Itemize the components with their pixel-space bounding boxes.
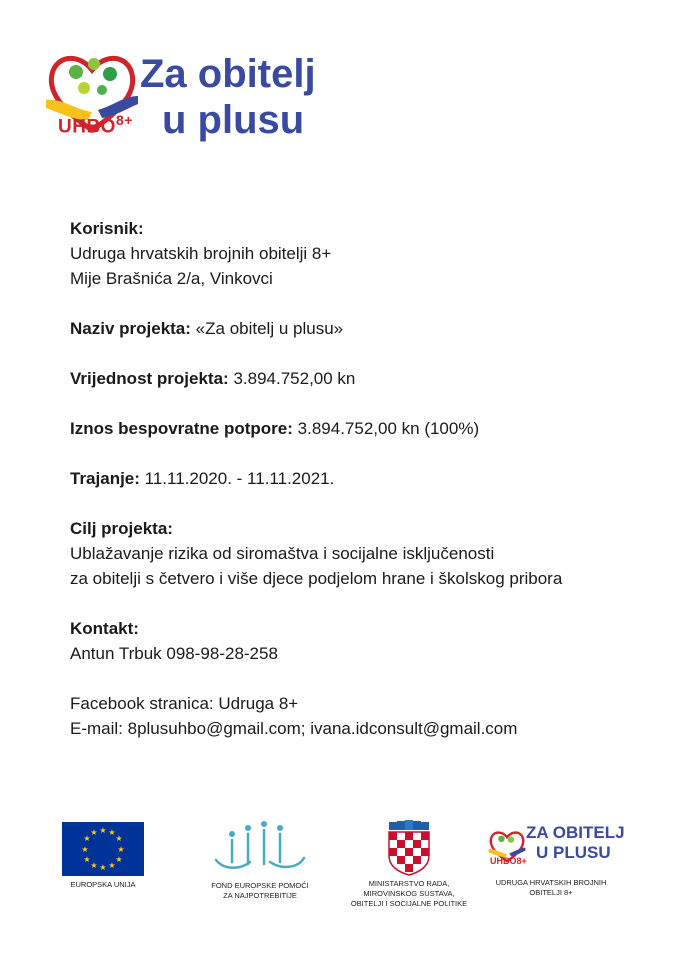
uhbo-mini-title2: U PLUSU [536,843,611,862]
korisnik-section [70,216,650,291]
uhbo-caption-line1: UDRUGA HRVATSKIH BROJNIH [495,878,607,887]
cilj-line2: za obitelji s četvero i više djece podjelom hrane i školskog pribora [70,569,563,588]
cilj-label: Cilj projekta: [70,519,173,538]
svg-text:★: ★ [108,861,116,870]
uhbo-logo-text: $UHBO^{8+}$ [58,112,133,138]
svg-text:★: ★ [99,863,107,872]
uhbo-caption-line2: OBITELJI 8+ [529,888,573,897]
trajanje-value: 11.11.2020. - 11.11.2021. [144,469,335,488]
uhbo-mini-uhbo: UHBO8+ [490,856,527,866]
fead-caption-line2: ZA NAJPOTREBITIJE [223,891,297,900]
iznos-value: 3.894.752,00 kn (100%) [297,419,480,438]
fead-figures-icon [210,820,310,878]
svg-text:★: ★ [90,828,98,837]
iznos-section [70,416,650,441]
svg-text:★: ★ [90,861,98,870]
ministry-logo [350,820,468,909]
svg-text:★: ★ [83,834,91,843]
project-info [70,216,650,766]
fead-logo [210,820,310,901]
svg-text:★: ★ [115,855,123,864]
email-text: E-mail: 8plusuhbo@gmail.com; ivana.idconsult@gmail.com [70,719,518,738]
korisnik-label: Korisnik: [70,219,144,238]
kontakt-label: Kontakt: [70,619,139,638]
vrijednost-section [70,366,650,391]
ministry-caption-line2: MIROVINSKOG SUSTAVA, [363,889,455,898]
iznos-label: Iznos bespovratne potpore: [70,419,293,438]
trajanje-section [70,466,650,491]
eu-flag-icon [62,822,144,876]
svg-text:★: ★ [108,828,116,837]
naziv-label: Naziv projekta: [70,319,191,338]
uhbo-mini-title1: ZA OBITELJ [526,823,625,842]
facebook-text: Facebook stranica: Udruga 8+ [70,694,299,713]
svg-text:★: ★ [117,845,125,854]
trajanje-label: Trajanje: [70,469,140,488]
vrijednost-value: 3.894.752,00 kn [233,369,356,388]
footer-logos [0,812,679,922]
eu-caption: EUROPSKA UNIJA [70,880,136,889]
svg-text:★: ★ [99,826,107,835]
svg-text:★: ★ [115,834,123,843]
kontakt-section [70,616,650,666]
online-section [70,691,650,741]
vrijednost-label: Vrijednost projekta: [70,369,229,388]
logo-title-line2: u plusu [162,98,305,142]
uhbo-mini-logo [480,823,625,874]
fead-caption-line1: FOND EUROPSKE POMOĆI [211,881,309,890]
croatian-coat-of-arms-icon [386,820,432,876]
ministry-caption-line3: OBITELJI I SOCIJALNE POLITIKE [350,899,468,908]
naziv-value: «Za obitelj u plusu» [195,319,344,338]
uhbo-footer-logo [480,823,625,898]
header-logo [42,42,342,152]
svg-text:★: ★ [83,855,91,864]
eu-logo [62,822,144,890]
ministry-caption-line1: MINISTARSTVO RADA, [368,879,450,888]
korisnik-name: Udruga hrvatskih brojnih obitelji 8+ [70,244,332,263]
svg-text:★: ★ [81,845,89,854]
cilj-line1: Ublažavanje rizika od siromaštva i socijalne isključenosti [70,544,495,563]
logo-title-line1: Za obitelj [140,52,316,96]
naziv-section [70,316,650,341]
korisnik-address: Mije Brašnića 2/a, Vinkovci [70,269,273,288]
kontakt-person: Antun Trbuk 098-98-28-258 [70,644,278,663]
cilj-section [70,516,650,591]
